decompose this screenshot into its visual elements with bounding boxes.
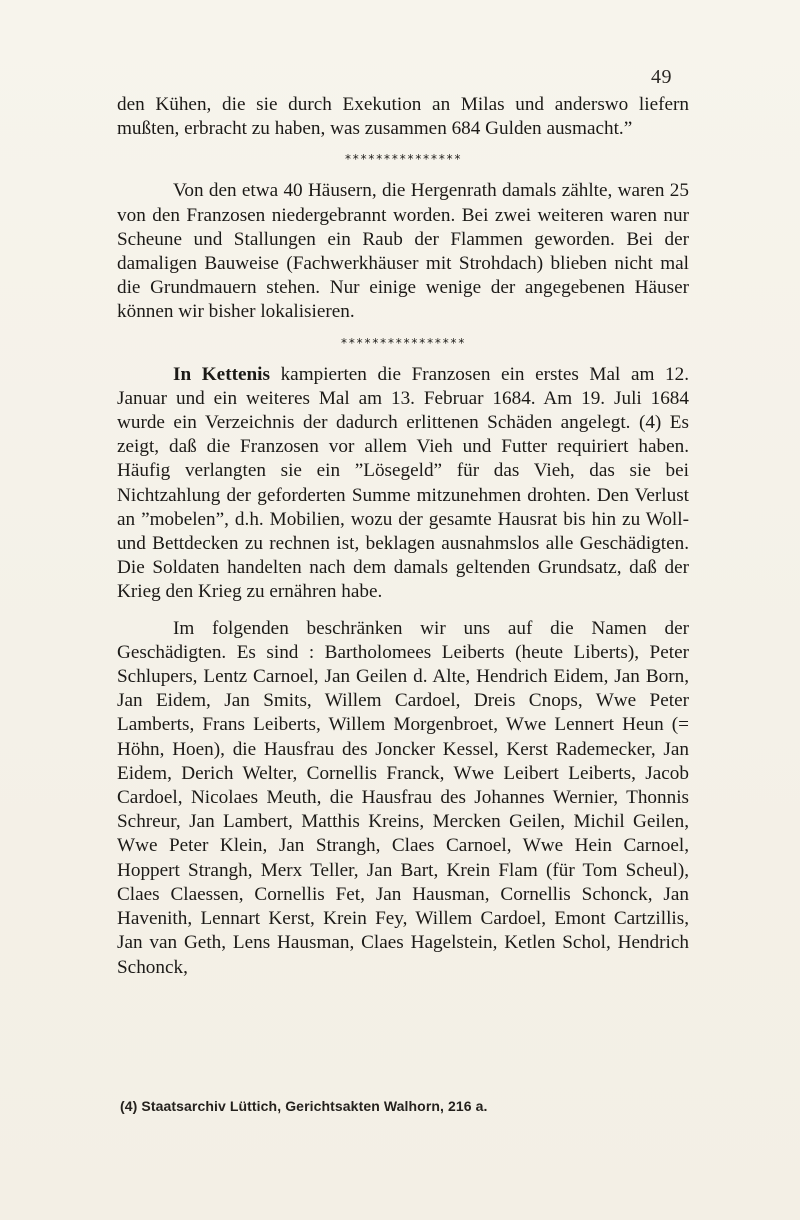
paragraph-gap xyxy=(117,605,689,617)
footnote: (4) Staatsarchiv Lüttich, Gerichtsakten Walhorn, 216 a. xyxy=(120,1098,488,1114)
paragraph-hergenrath: Von den etwa 40 Häusern, die Hergenrath damals zählte, waren 25 von den Franzosen niedergebrannt worden. Bei zwei weiteren waren nur Scheune und Stallungen ein Raub der Flammen geworden. Bei der damaligen Bauweise (Fachwerkhäuser mit Strohdach) blieben nicht mal die Grundmauern stehen. Nur einige wenige der angegebenen Häuser können wir bisher lokalisieren. xyxy=(117,180,689,323)
paragraph-kettenis xyxy=(117,363,689,605)
kettenis-lead: In Kettenis xyxy=(173,363,270,385)
section-separator: **************** xyxy=(340,335,466,350)
section-separator: *************** xyxy=(344,152,462,167)
page-number: 49 xyxy=(651,66,672,88)
intro-paragraph: den Kühen, die sie durch Exekution an Milas und anderswo liefern mußten, erbracht zu haben, was zusammen 684 Gulden ausmacht.” xyxy=(117,94,689,140)
body-text xyxy=(117,93,689,980)
paragraph-names: Im folgenden beschränken wir uns auf die Namen der Geschädigten. Es sind : Bartholomees Leiberts (heute Liberts), Peter Schlupers, Lentz Carnoel, Jan Geilen d. Alte, Hendrich Eidem, Jan Born, Jan Eidem, Jan Smits, Willem Cardoel, Dreis Cnops, Wwe Peter Lamberts, Frans Leiberts, Willem Morgenbroet, Wwe Lennert Heun (= Höhn, Hoen), die Hausfrau des Joncker Kessel, Kerst Rademecker, Jan Eidem, Derich Welter, Cornellis Franck, Wwe Leibert Leiberts, Jacob Cardoel, Nicolaes Meuth, die Hausfrau des Johannes Wernier, Thonnis Schreur, Jan Lambert, Matthis Kreins, Mercken Geilen, Michil Geilen, Wwe Peter Klein, Jan Strangh, Claes Carnoel, Wwe Hein Carnoel, Hoppert Strangh, Merx Teller, Jan Bart, Krein Flam (für Tom Scheul), Claes Claessen, Cornellis Fet, Jan Hausman, Cornellis Schonck, Jan Havenith, Lennart Kerst, Krein Fey, Willem Cardoel, Emont Cartzillis, Jan van Geth, Lens Hausman, Claes Hagelstein, Ketlen Schol, Hendrich Schonck, xyxy=(117,617,689,978)
kettenis-text: kampierten die Franzosen ein erstes Mal am 12. Januar und ein weiteres Mal am 13. Februar 1684. Am 19. Juli 1684 wurde ein Verzeichnis der dadurch erlittenen Schäden angelegt. (4) Es zeigt, daß die Franzosen vor allem Vieh und Futter requiriert haben. Häufig verlangten sie ein ”Lösegeld” für das Vieh, das sie bei Nichtzahlung der geforderten Summe mitzunehmen drohten. Den Verlust an ”mobelen”, d.h. Mobilien, wozu der gesamte Hausrat bis hin zu Woll- und Bettdecken zu rechnen ist, beklagen ausnahmslos alle Geschädigten. Die Soldaten handelten nach dem damals geltenden Grundsatz, daß der Krieg den Krieg zu ernähren habe. xyxy=(117,363,689,603)
